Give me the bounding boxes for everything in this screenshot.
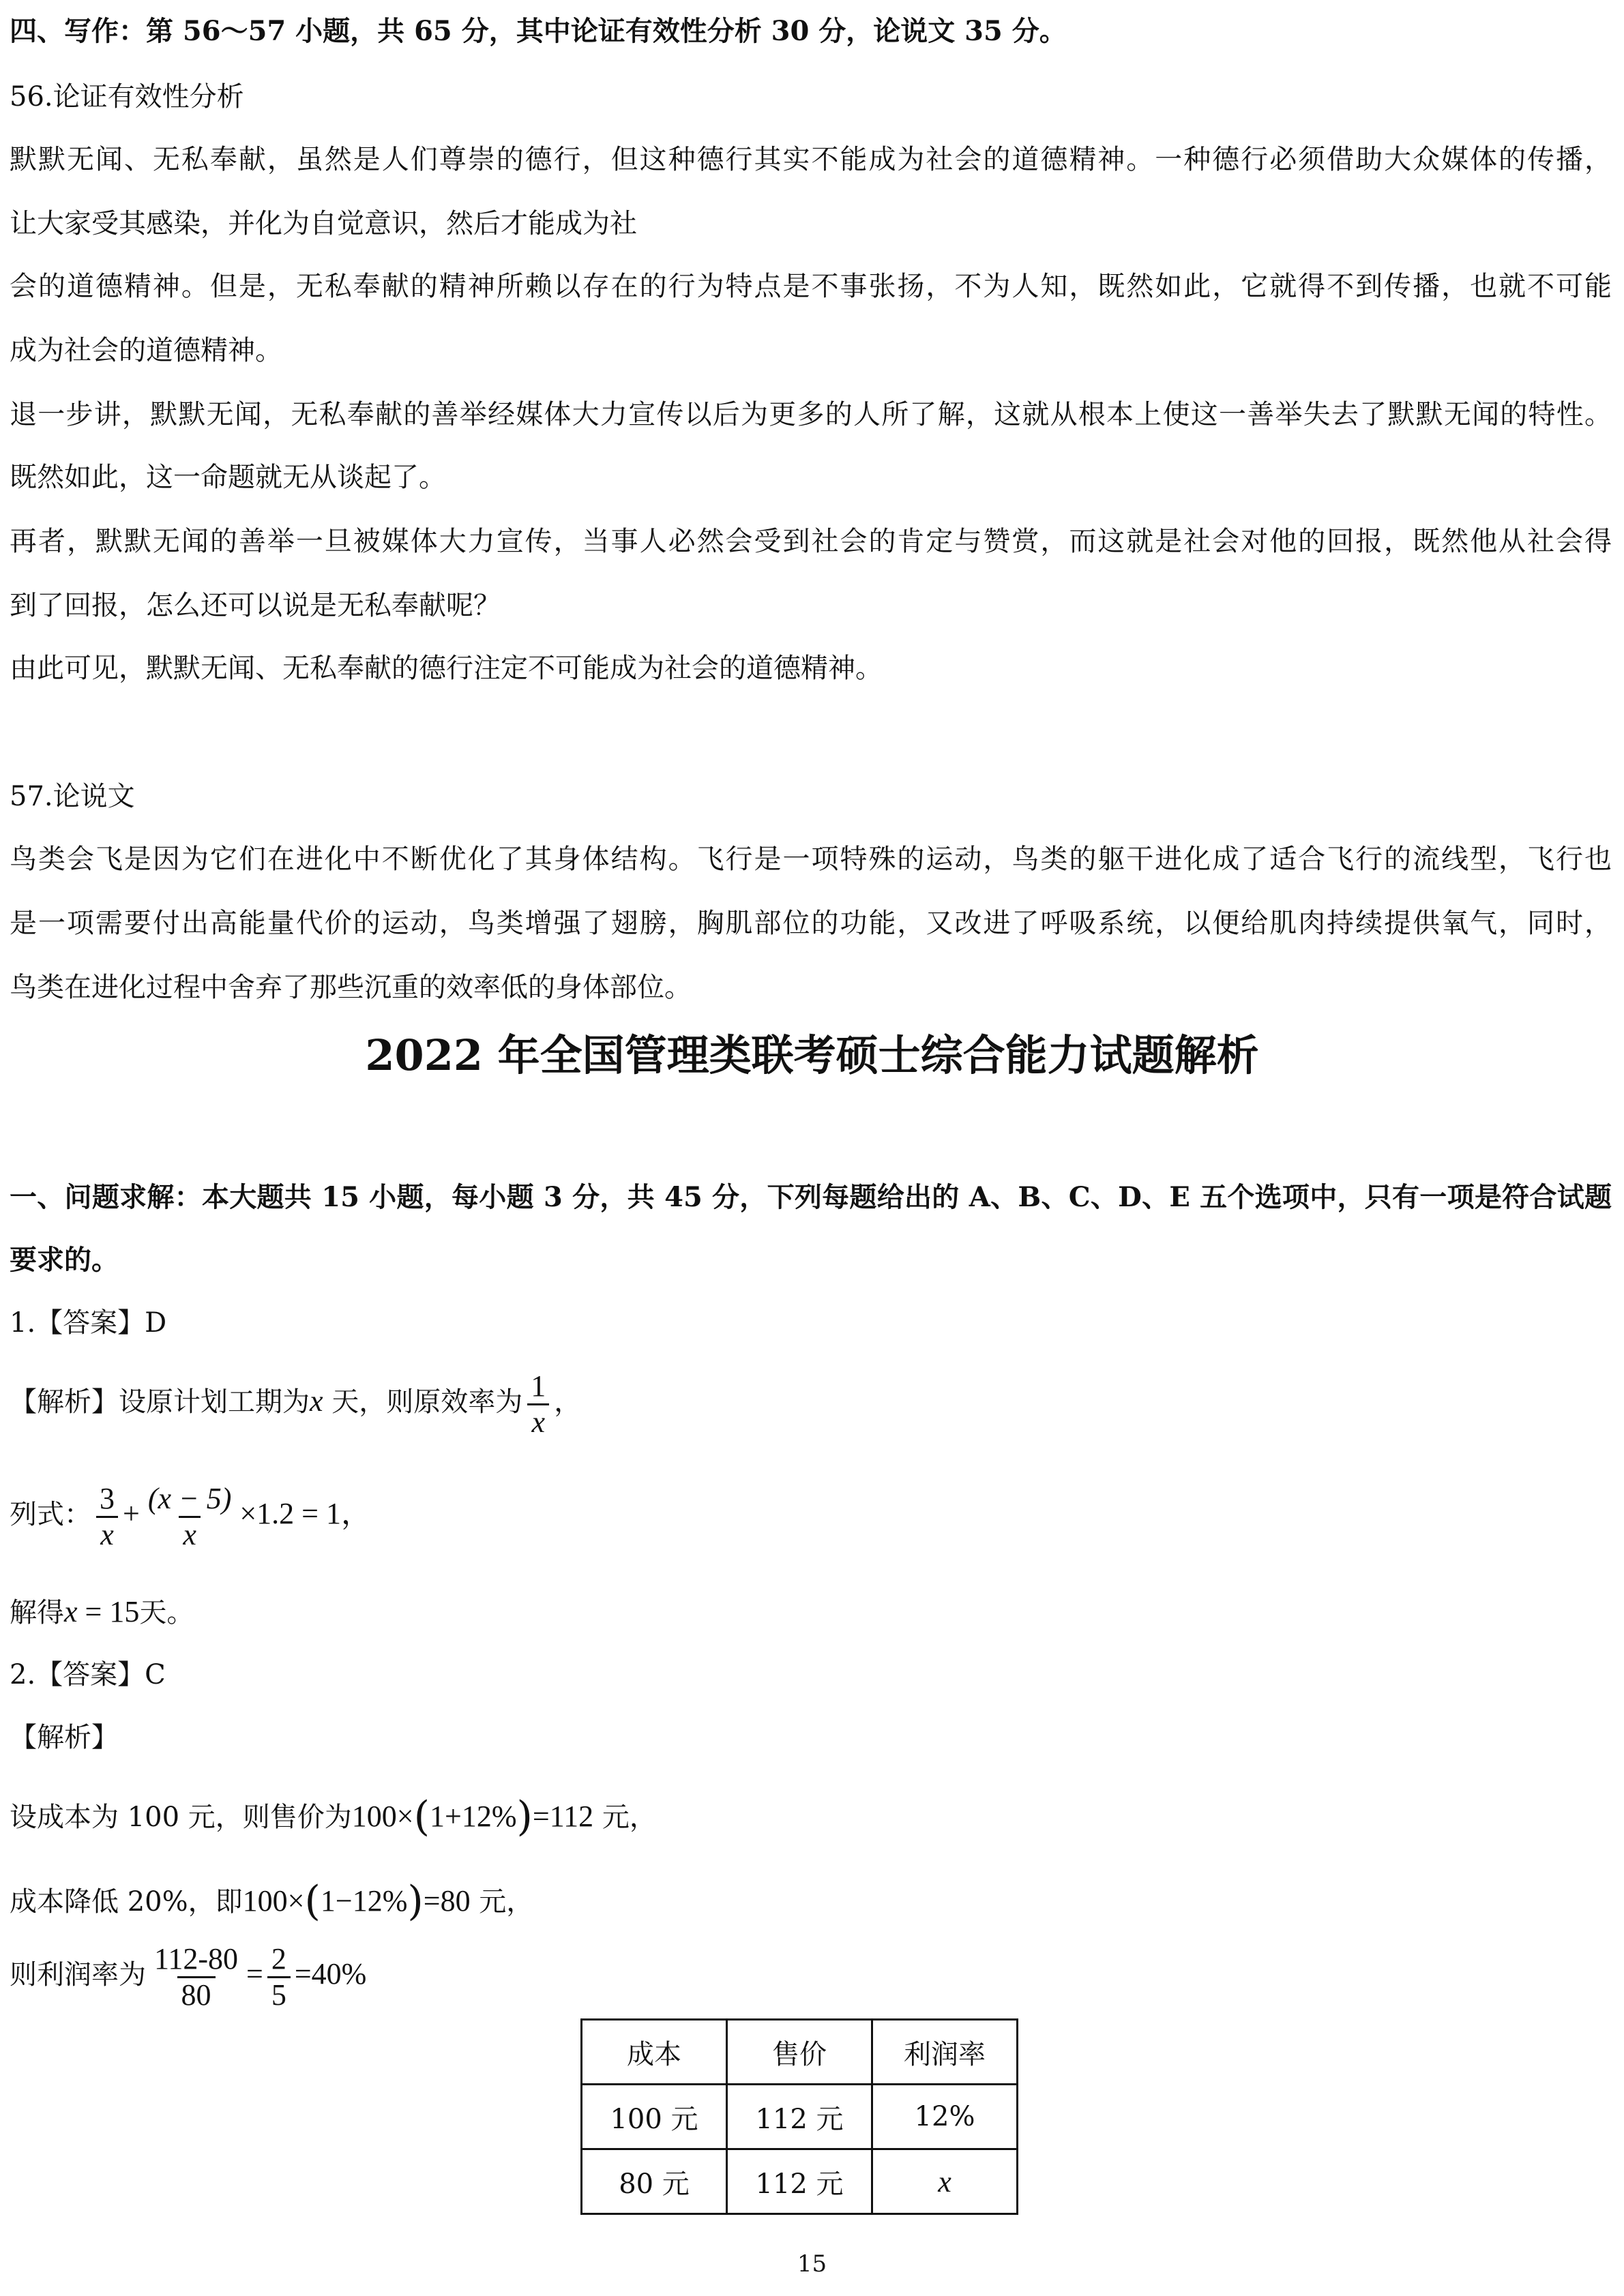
q1-solution: 解得x = 15天。: [10, 1595, 194, 1628]
q1-answer: 1.【答案】D: [10, 1307, 167, 1339]
profit-table: [580, 2018, 1018, 2215]
page-number: 15: [797, 2250, 827, 2278]
q57-line: 是一项需要付出高能量代价的运动，鸟类增强了翅膀，胸肌部位的功能，又改进了呼吸系统，以便给肌肉持续提供氧气，同时，: [10, 908, 1612, 939]
table-header-cell: 利润率: [872, 2020, 1018, 2085]
q57-title: 57.论说文: [10, 781, 135, 812]
table-cell: 12%: [872, 2085, 1018, 2149]
fraction-2-over-5: $\frac{2}{5}$: [267, 1942, 291, 2012]
q2-answer: 2.【答案】C: [10, 1659, 166, 1690]
table-cell: x: [872, 2149, 1018, 2214]
q56-line: 成为社会的道德精神。: [10, 335, 282, 366]
table-cell: 112 元: [727, 2149, 872, 2214]
q56-line: 既然如此，这一命题就无从谈起了。: [10, 462, 446, 493]
table-row: [582, 2149, 1018, 2214]
q56-title: 56.论证有效性分析: [10, 81, 244, 113]
q57-line: 鸟类会飞是因为它们在进化中不断优化了其身体结构。飞行是一项特殊的运动，鸟类的躯干进化成了适合飞行的流线型，飞行也: [10, 844, 1612, 875]
fraction-x-minus-5-over-x: $\frac{(x - 5)}{x}$: [147, 1481, 232, 1551]
q1-analysis-prefix: 【解析】设原计划工期为: [10, 1386, 310, 1418]
table-header-row: [582, 2020, 1018, 2085]
q56-line: 再者，默默无闻的善举一旦被媒体大力宣传，当事人必然会受到社会的肯定与赞赏，而这就是社会对他的回报，既然他从社会得: [10, 526, 1612, 557]
table-cell: 100 元: [582, 2085, 727, 2149]
table-cell: 112 元: [727, 2085, 872, 2149]
q56-line: 让大家受其感染，并化为自觉意识，然后才能成为社: [10, 208, 637, 239]
table-header-cell: 成本: [582, 2020, 727, 2085]
equation-prefix: 列式：: [10, 1499, 91, 1530]
q2-analysis-label: 【解析】: [10, 1722, 119, 1753]
doc-title: 2022 年全国管理类联考硕士综合能力试题解析: [365, 1030, 1259, 1080]
q56-line: 到了回报，怎么还可以说是无私奉献呢？: [10, 590, 501, 621]
q2-line2: 成本降低 20%，即100×(1−12%)=80 元，: [10, 1877, 534, 1925]
table-header-cell: 售价: [727, 2020, 872, 2085]
fraction-3-over-x: $\frac{3}{x}$: [95, 1482, 119, 1552]
q2-line1: 设成本为 100 元，则售价为100×(1+12%)=112 元，: [10, 1793, 657, 1840]
q57-line: 鸟类在进化过程中舍弃了那些沉重的效率低的身体部位。: [10, 972, 692, 1003]
q2-line3: 则利润率为 $\frac{112-80}{80}$ = $\frac{2}{5}$ =40%: [10, 1941, 367, 2012]
q56-line: 会的道德精神。但是，无私奉献的精神所赖以存在的行为特点是不事张扬，不为人知，既然如此，它就得不到传播，也就不可能: [10, 271, 1612, 302]
table-cell: 80 元: [582, 2149, 727, 2214]
fraction-1-over-x: $\frac{1}{x}$: [527, 1369, 550, 1440]
q56-line: 默默无闻、无私奉献，虽然是人们尊崇的德行，但这种德行其实不能成为社会的道德精神。一种德行必须借助大众媒体的传播，: [10, 144, 1612, 175]
section-1-heading-line2: 要求的。: [10, 1244, 119, 1276]
q1-analysis: 【解析】设原计划工期为x 天，则原效率为 $\frac{1}{x}$ ，: [10, 1369, 582, 1439]
q1-equation: 列式： $\frac{3}{x}$ + $\frac{(x - 5)}{x}$ ×1.2 = 1，: [10, 1481, 371, 1551]
q56-line: 由此可见，默默无闻、无私奉献的德行注定不可能成为社会的道德精神。: [10, 653, 883, 684]
fraction-profit: $\frac{112-80}{80}$: [154, 1941, 239, 2012]
q1-analysis-mid: 天，则原效率为: [323, 1386, 523, 1418]
table-row: [582, 2085, 1018, 2149]
section-1-heading-line1: 一、问题求解：本大题共 15 小题，每小题 3 分，共 45 分，下列每题给出的 A、B、C、D、E 五个选项中，只有一项是符合试题: [10, 1181, 1612, 1213]
section-4-heading: 四、写作：第 56～57 小题，共 65 分，其中论证有效性分析 30 分，论说文 35 分。: [10, 15, 1067, 47]
q56-line: 退一步讲，默默无闻，无私奉献的善举经媒体大力宣传以后为更多的人所了解，这就从根本上使这一善举失去了默默无闻的特性。: [10, 399, 1612, 430]
var-x: x: [310, 1384, 323, 1418]
